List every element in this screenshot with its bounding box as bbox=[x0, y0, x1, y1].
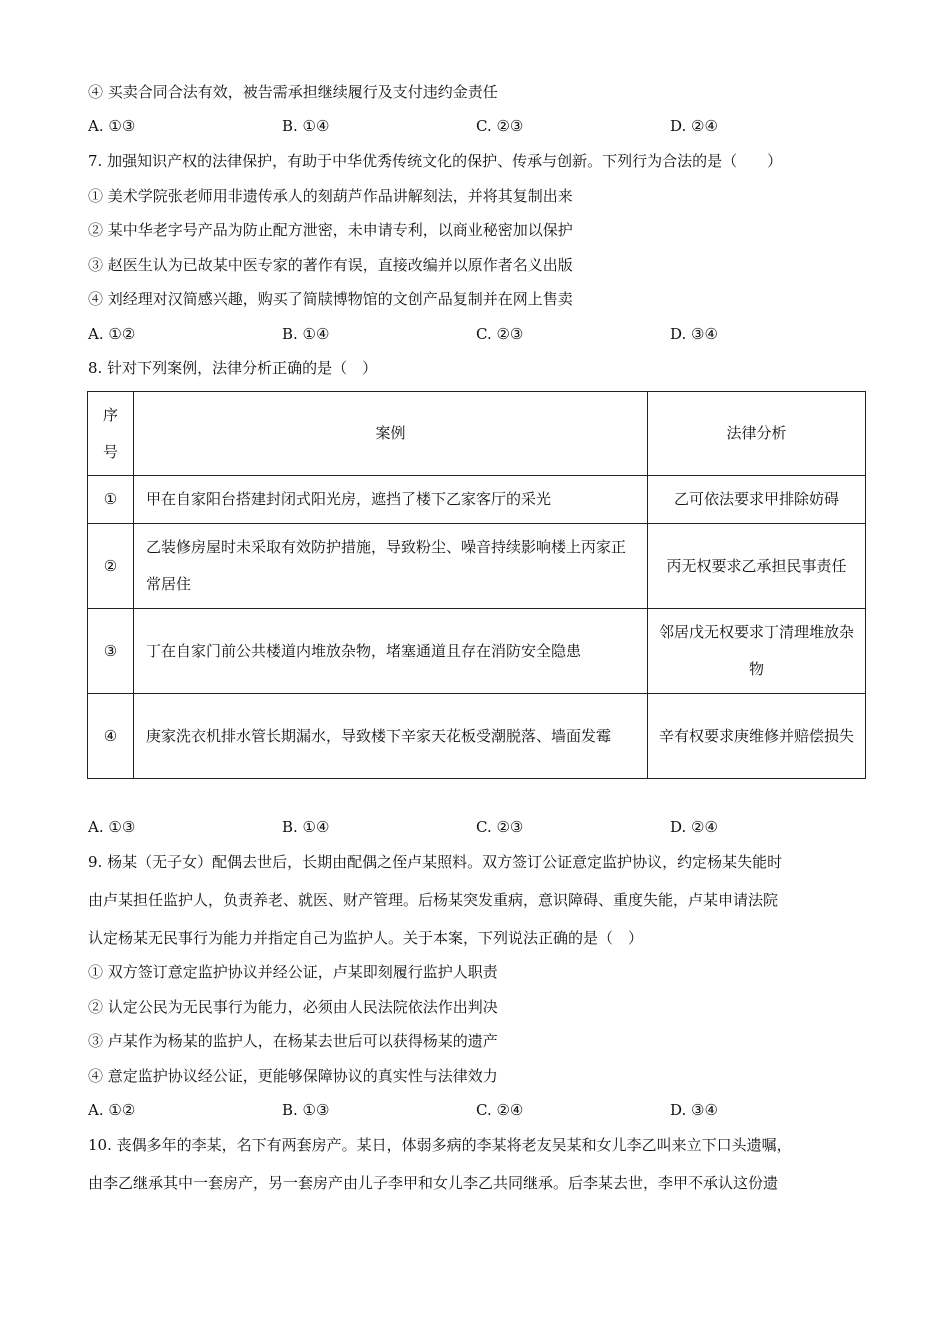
q6-option-d: D. ②④ bbox=[670, 117, 718, 135]
q9-stem-line: 认定杨某无民事行为能力并指定自己为监护人。关于本案，下列说法正确的是（ ） bbox=[88, 929, 644, 947]
row-case: 庚家洗衣机排水管长期漏水，导致楼下辛家天花板受潮脱落、墙面发霉 bbox=[134, 694, 648, 779]
row-analysis: 邻居戊无权要求丁清理堆放杂物 bbox=[648, 609, 866, 694]
q7-item-1: ① 美术学院张老师用非遗传承人的刻葫芦作品讲解刻法，并将其复制出来 bbox=[88, 187, 573, 205]
q7-stem: 7. 加强知识产权的法律保护，有助于中华优秀传统文化的保护、传承与创新。下列行为合法的是（ ） bbox=[88, 152, 783, 170]
q7-option-b: B. ①④ bbox=[282, 325, 330, 343]
q8-option-b: B. ①④ bbox=[282, 818, 330, 836]
row-number: ③ bbox=[88, 609, 134, 694]
row-case: 丁在自家门前公共楼道内堆放杂物，堵塞通道且存在消防安全隐患 bbox=[134, 609, 648, 694]
table-row bbox=[88, 694, 866, 779]
row-number: ① bbox=[88, 476, 134, 524]
q7-item-4: ④ 刘经理对汉简感兴趣，购买了简牍博物馆的文创产品复制并在网上售卖 bbox=[88, 290, 573, 308]
row-analysis: 乙可依法要求甲排除妨碍 bbox=[648, 476, 866, 524]
q9-stem-line: 9. 杨某（无子女）配偶去世后，长期由配偶之侄卢某照料。双方签订公证意定监护协议，约定杨某失能时 bbox=[88, 853, 783, 871]
header-number: 序号 bbox=[88, 392, 134, 476]
row-number: ④ bbox=[88, 694, 134, 779]
q9-item-1: ① 双方签订意定监护协议并经公证，卢某即刻履行监护人职责 bbox=[88, 963, 498, 981]
q9-option-a: A. ①② bbox=[88, 1101, 136, 1119]
q8-option-a: A. ①③ bbox=[88, 818, 136, 836]
q7-item-2: ② 某中华老字号产品为防止配方泄密，未申请专利，以商业秘密加以保护 bbox=[88, 221, 573, 239]
header-analysis: 法律分析 bbox=[648, 392, 866, 476]
row-analysis: 丙无权要求乙承担民事责任 bbox=[648, 524, 866, 609]
table-row bbox=[88, 609, 866, 694]
q9-option-b: B. ①③ bbox=[282, 1101, 330, 1119]
q8-option-c: C. ②③ bbox=[476, 818, 524, 836]
row-number: ② bbox=[88, 524, 134, 609]
q6-option-b: B. ①④ bbox=[282, 117, 330, 135]
q6-item-4: ④ 买卖合同合法有效，被告需承担继续履行及支付违约金责任 bbox=[88, 83, 498, 101]
q8-option-d: D. ②④ bbox=[670, 818, 718, 836]
q7-option-d: D. ③④ bbox=[670, 325, 718, 343]
row-analysis: 辛有权要求庚维修并赔偿损失 bbox=[648, 694, 866, 779]
header-case: 案例 bbox=[134, 392, 648, 476]
q9-item-3: ③ 卢某作为杨某的监护人，在杨某去世后可以获得杨某的遗产 bbox=[88, 1032, 498, 1050]
q6-option-a: A. ①③ bbox=[88, 117, 136, 135]
q9-item-2: ② 认定公民为无民事行为能力，必须由人民法院依法作出判决 bbox=[88, 998, 498, 1016]
q6-option-c: C. ②③ bbox=[476, 117, 524, 135]
q9-item-4: ④ 意定监护协议经公证，更能够保障协议的真实性与法律效力 bbox=[88, 1067, 498, 1085]
table-header-row bbox=[88, 392, 866, 476]
q8-stem: 8. 针对下列案例，法律分析正确的是（ ） bbox=[88, 359, 378, 377]
q9-option-c: C. ②④ bbox=[476, 1101, 524, 1119]
row-case: 乙装修房屋时未采取有效防护措施，导致粉尘、噪音持续影响楼上丙家正常居住 bbox=[134, 524, 648, 609]
table-row bbox=[88, 524, 866, 609]
row-case: 甲在自家阳台搭建封闭式阳光房，遮挡了楼下乙家客厅的采光 bbox=[134, 476, 648, 524]
q10-stem-line: 10. 丧偶多年的李某，名下有两套房产。某日，体弱多病的李某将老友吴某和女儿李乙叫来立下口头遗嘱， bbox=[88, 1136, 792, 1154]
q7-item-3: ③ 赵医生认为已故某中医专家的著作有误，直接改编并以原作者名义出版 bbox=[88, 256, 573, 274]
q7-option-c: C. ②③ bbox=[476, 325, 524, 343]
case-table bbox=[87, 391, 866, 779]
table-row bbox=[88, 476, 866, 524]
q9-stem-line: 由卢某担任监护人，负责养老、就医、财产管理。后杨某突发重病，意识障碍、重度失能，卢某申请法院 bbox=[88, 891, 779, 909]
q9-option-d: D. ③④ bbox=[670, 1101, 718, 1119]
q10-stem-line: 由李乙继承其中一套房产，另一套房产由儿子李甲和女儿李乙共同继承。后李某去世，李甲不承认这份遗 bbox=[88, 1174, 779, 1192]
q7-option-a: A. ①② bbox=[88, 325, 136, 343]
